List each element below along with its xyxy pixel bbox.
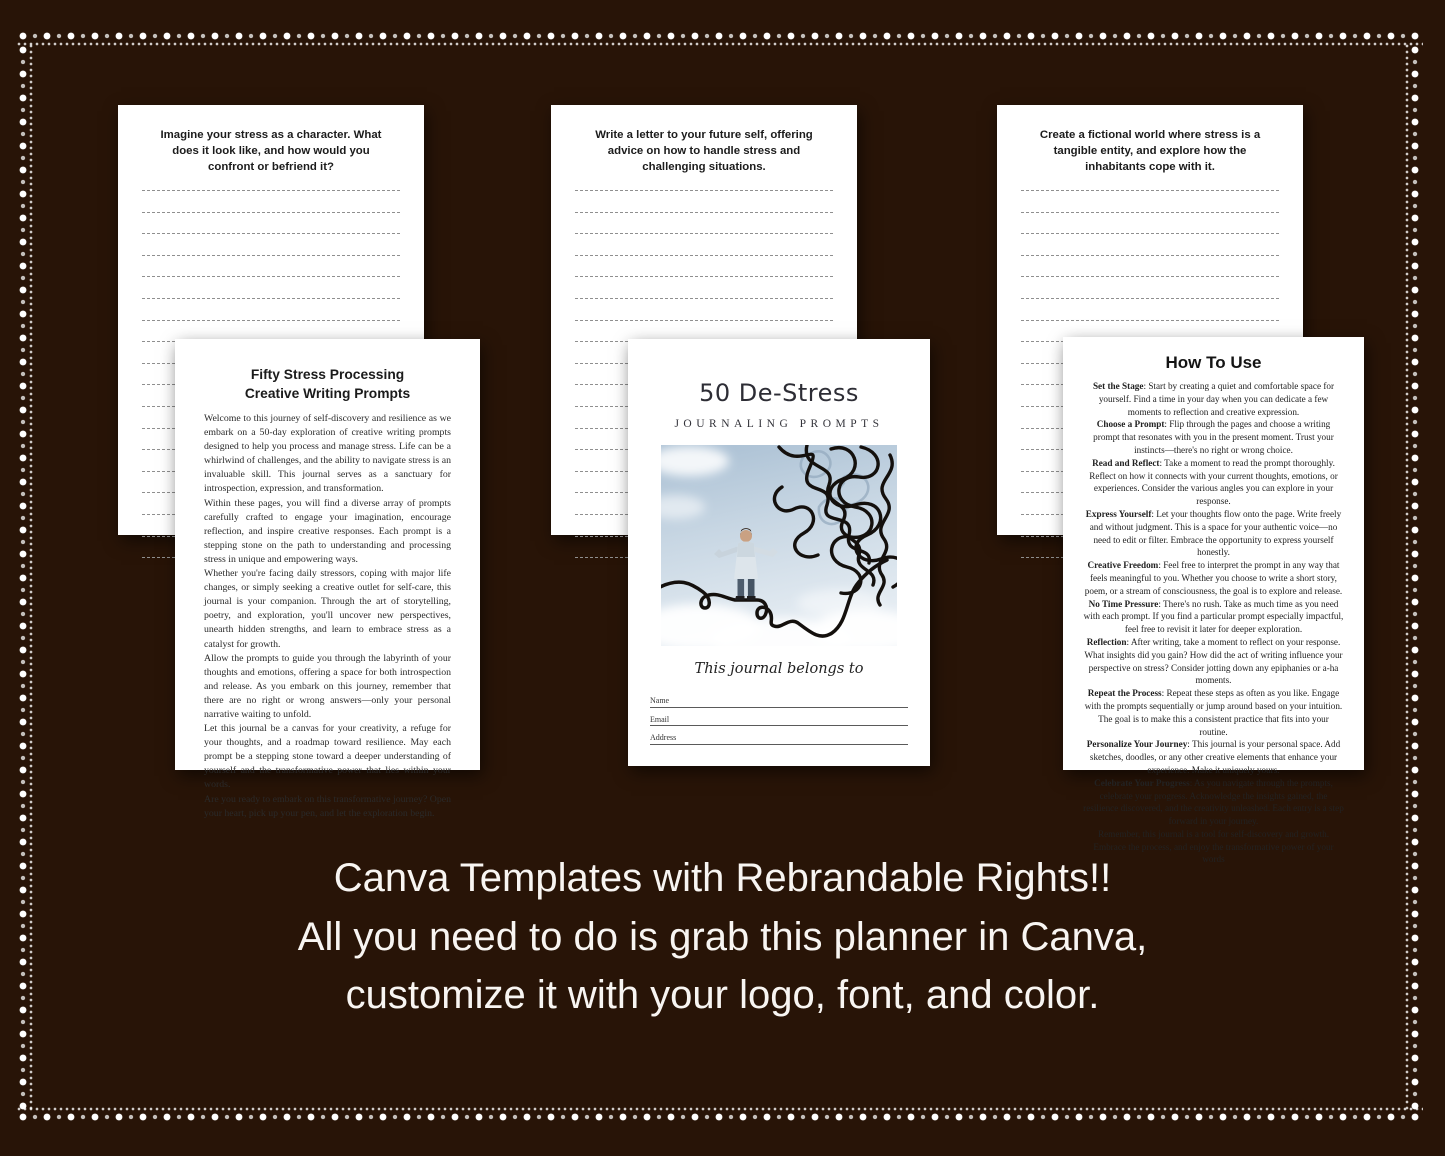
how-to-item: Repeat the Process: Repeat these steps as often as you like. Engage with the prompts sequentially or jump around based on your intuition. The goal is to make this a consistent practice that fits into your routine. xyxy=(1084,688,1343,737)
how-to-footer: Remember, this journal is a tool for self-discovery and growth. Embrace the process, and enjoy the transformative power of your words xyxy=(1093,828,1334,865)
dotted-border-bottom xyxy=(16,1106,1423,1124)
writing-line xyxy=(575,213,833,235)
prompt-text: Imagine your stress as a character. What does it look like, and how would you confront or befriend it? xyxy=(160,129,382,173)
how-to-item: Reflection: After writing, take a moment to reflect on your response. What insights did you gain? How did the act of writing influence your perspective on stress? Consider jotting down any epiphanies or a-ha moments. xyxy=(1084,636,1343,686)
how-to-item: Express Yourself: Let your thoughts flow onto the page. Write freely and without judgment. This is a space for your authentic voice—no need to edit or filter. Embrace the opportunity to express yourself honestly. xyxy=(1085,508,1342,558)
intro-paragraph: Welcome to this journey of self-discovery and resilience as we embark on a 50-day exploration of creative writing prompts designed to help you process and manage stress. Life can be a whirlwind of challenges, and the ability to navigate stress is an invaluable skill. This journal serves as a sanctuary for introspection, expression, and transformation. xyxy=(204,413,451,495)
belongs-to-label: This journal belongs to xyxy=(694,661,864,677)
writing-line xyxy=(575,234,833,256)
writing-line xyxy=(1021,277,1279,299)
how-to-title: How To Use xyxy=(1165,353,1262,372)
intro-title xyxy=(204,365,451,403)
writing-line xyxy=(142,277,400,299)
writing-line xyxy=(142,234,400,256)
writing-line xyxy=(1021,191,1279,213)
writing-line xyxy=(1021,234,1279,256)
how-to-item: Celebrate Your Progress: As you navigate through the prompts, celebrate your progress. Acknowledge the insights gained, the resilience discovered, and the creativity unleashed. Each entry is a step forward in your journey. xyxy=(1083,777,1344,827)
field-label: Email xyxy=(650,714,670,724)
intro-paragraph: Are you ready to embark on this transformative journey? Open your heart, pick up your pen, and let the exploration begin. xyxy=(204,793,451,819)
writing-line xyxy=(142,256,400,278)
caption-line-3: customize it with your logo, font, and color. xyxy=(345,973,1100,1017)
writing-line xyxy=(1021,256,1279,278)
writing-line xyxy=(1021,299,1279,321)
cover-subtitle: JOURNALING PROMPTS xyxy=(674,418,884,430)
writing-line xyxy=(575,191,833,213)
intro-title-line1: Fifty Stress Processing xyxy=(250,367,405,382)
field-label: Address xyxy=(650,733,677,742)
dotted-border-top xyxy=(16,29,1423,47)
caption-line-2: All you need to do is grab this planner in Canva, xyxy=(297,914,1148,959)
writing-line xyxy=(575,256,833,278)
field-label: Name xyxy=(650,696,670,705)
how-to-use-page xyxy=(1063,337,1364,865)
how-to-items xyxy=(1083,380,1344,828)
writing-line xyxy=(142,191,400,213)
writing-line xyxy=(575,178,833,191)
intro-paragraph: Within these pages, you will find a diverse array of prompts carefully crafted to engage your imagination, encourage reflection, and inspire creative responses. Each prompt is a stepping stone on the path to understanding and processing stress in unique and empowering ways. xyxy=(204,497,451,565)
prompt-text: Write a letter to your future self, offering advice on how to handle stress and challenging situations. xyxy=(595,129,813,173)
caption-line-1: Canva Templates with Rebrandable Rights!! xyxy=(333,856,1112,900)
owner-field-name xyxy=(650,689,908,708)
writing-line xyxy=(1021,178,1279,191)
how-to-item: Choose a Prompt: Flip through the pages and choose a writing prompt that resonates with you in the present moment. Trust your instincts—there's no right or wrong choice. xyxy=(1093,419,1334,455)
owner-fields xyxy=(650,689,908,745)
intro-paragraph: Allow the prompts to guide you through the labyrinth of your thoughts and emotions, offering a space for both introspection and release. As you embark on this journey, remember that there are no right or wrong answers—only your personal narrative waiting to unfold. xyxy=(204,652,451,720)
intro-page xyxy=(175,339,480,819)
owner-field-address xyxy=(650,726,908,745)
how-to-item: Set the Stage: Start by creating a quiet and comfortable space for yourself. Find a time in your day when you can dedicate a few moments to reflection and creative expression. xyxy=(1092,381,1335,417)
intro-title-line2: Creative Writing Prompts xyxy=(244,386,411,401)
owner-field-email xyxy=(650,708,908,727)
how-to-item: No Time Pressure: There's no rush. Take as much time as you need with each prompt. If you find a particular prompt especially impactful, feel free to revisit it later for deeper exploration. xyxy=(1083,598,1344,635)
cover-title: 50 De-Stress xyxy=(699,379,859,407)
writing-line xyxy=(575,277,833,299)
marketing-caption xyxy=(0,849,1445,1025)
intro-body xyxy=(204,412,451,821)
writing-line xyxy=(142,299,400,321)
tightrope-scribble-illustration xyxy=(661,445,897,646)
writing-line xyxy=(142,178,400,191)
intro-paragraph: Whether you're facing daily stressors, coping with major life changes, or simply seeking a creative outlet for self-care, this journal is your companion. Through the art of storytelling, poetry, and exploration, you'll uncover new perspectives, unearth hidden strengths, and learn to embrace stress as a catalyst for growth. xyxy=(204,568,451,650)
writing-line xyxy=(575,299,833,321)
writing-line xyxy=(1021,213,1279,235)
how-to-item: Creative Freedom: Feel free to interpret the prompt in any way that feels meaningful to you. Whether you choose to write a short story, poem, or a stream of consciousness, the goal is to explore and release. xyxy=(1084,560,1343,596)
cover-page xyxy=(628,339,930,766)
prompt-text: Create a fictional world where stress is a tangible entity, and explore how the inhabitants cope with it. xyxy=(1039,129,1261,173)
intro-paragraph: Let this journal be a canvas for your creativity, a refuge for your thoughts, and a roadmap toward resilience. May each prompt be a stepping stone toward a deeper understanding of yourself and the transformative power that lies within your words. xyxy=(204,723,451,791)
how-to-item: Personalize Your Journey: This journal is your personal space. Add sketches, doodles, or any other creative elements that enhance your experience. Make it uniquely yours. xyxy=(1086,739,1341,775)
writing-line xyxy=(142,213,400,235)
how-to-item: Read and Reflect: Take a moment to read the prompt thoroughly. Reflect on how it connects with your current thoughts, emotions, or experiences. Consider the various angles you can explore in your response. xyxy=(1089,457,1338,507)
